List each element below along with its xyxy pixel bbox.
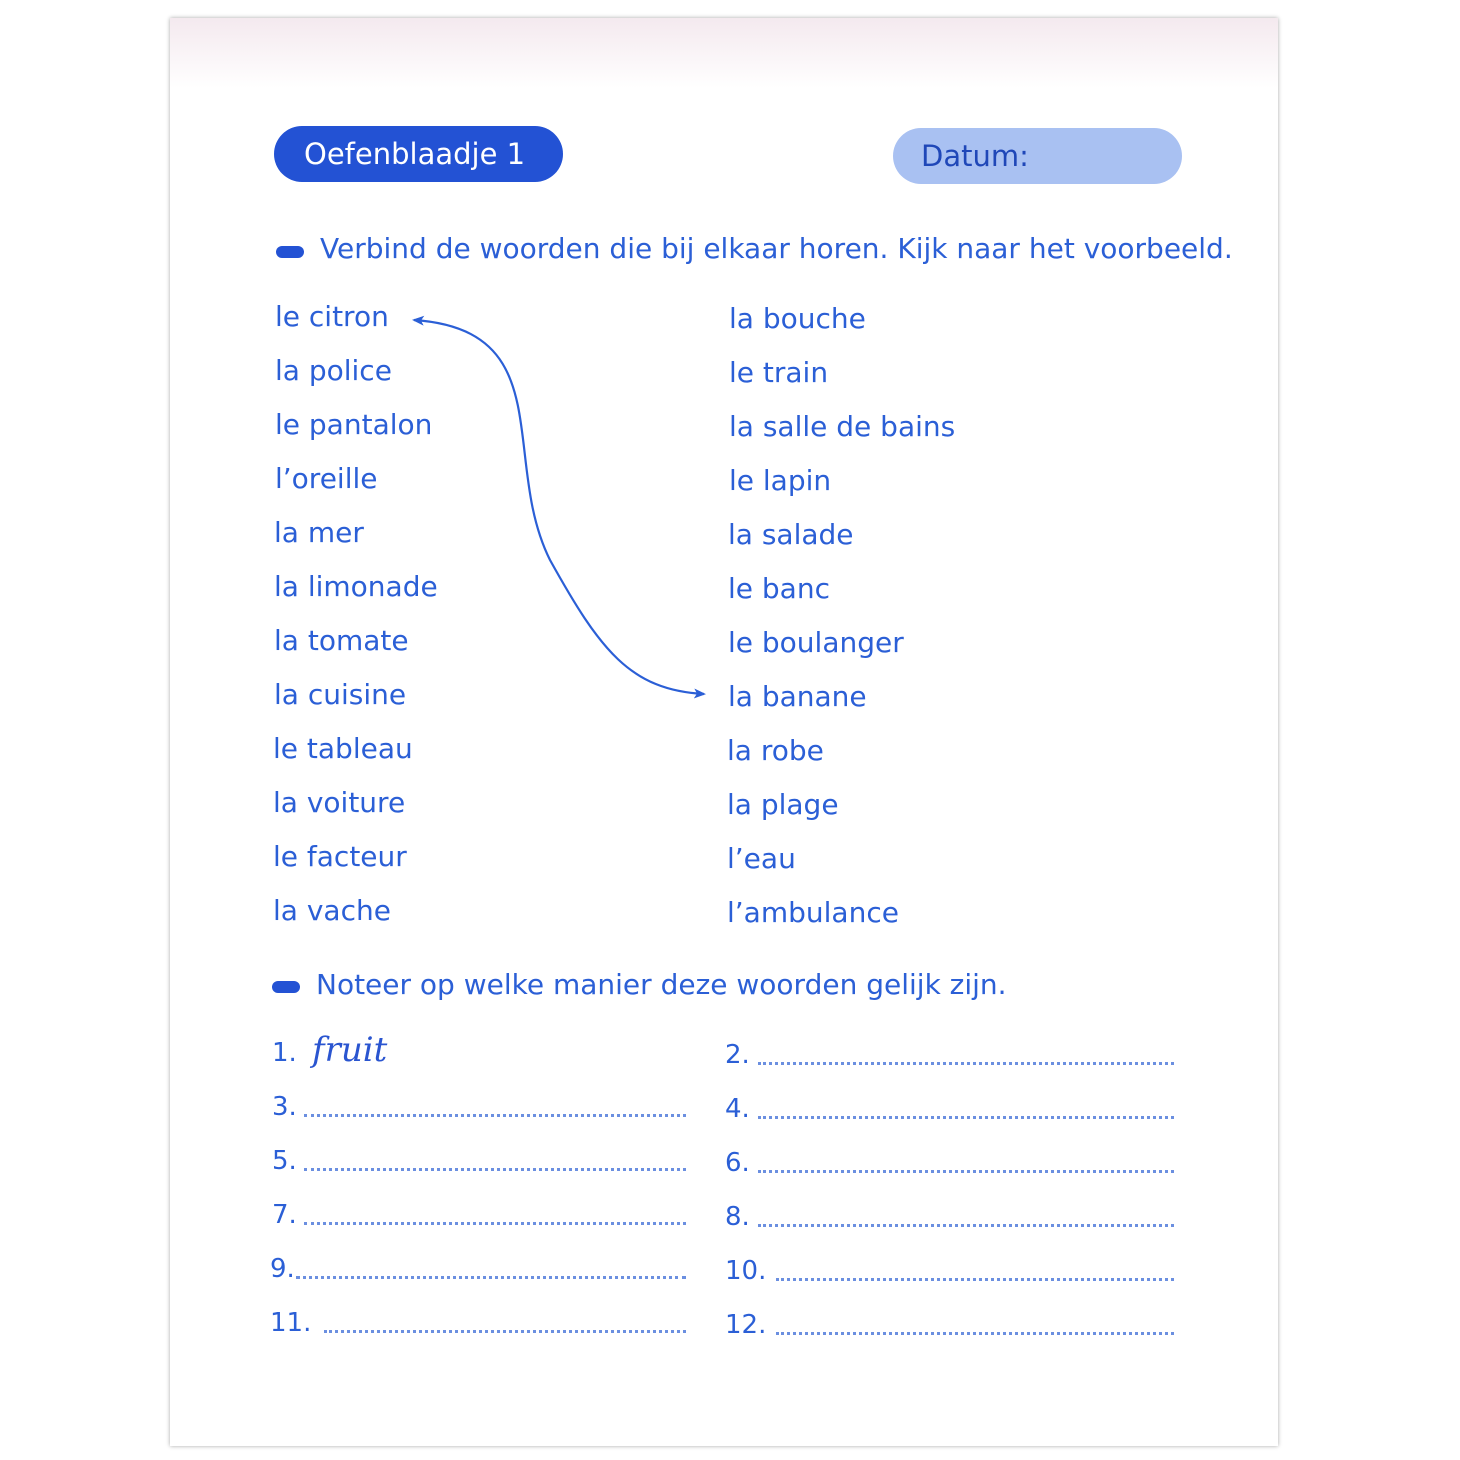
left-word: le tableau — [273, 732, 413, 765]
answer-1-handwriting: fruit — [312, 1030, 388, 1070]
right-word: l’eau — [727, 842, 796, 875]
left-word: l’oreille — [275, 462, 378, 495]
left-word: la tomate — [274, 624, 409, 657]
answer-number: 2. — [725, 1040, 750, 1070]
left-word: la police — [275, 354, 392, 387]
right-word: la robe — [727, 734, 824, 767]
right-word: le banc — [728, 572, 830, 605]
right-word: la salade — [728, 518, 854, 551]
answer-line-8[interactable] — [758, 1224, 1174, 1227]
left-word: la mer — [274, 516, 364, 549]
left-word: la cuisine — [274, 678, 407, 711]
instruction-bullet-2 — [272, 981, 300, 993]
right-word: le train — [729, 356, 829, 389]
date-field[interactable]: Datum: — [893, 128, 1182, 184]
right-word: la plage — [727, 788, 839, 821]
answer-line-2[interactable] — [758, 1062, 1174, 1065]
answer-number: 8. — [725, 1202, 750, 1232]
answer-line-10[interactable] — [776, 1278, 1174, 1281]
right-word: l’ambulance — [727, 896, 899, 929]
answer-number: 7. — [272, 1200, 297, 1230]
answer-line-6[interactable] — [758, 1170, 1174, 1173]
left-word: le citron — [275, 300, 389, 333]
left-word: la limonade — [274, 570, 438, 603]
answer-line-12[interactable] — [776, 1332, 1174, 1335]
instruction-2: Noteer op welke manier deze woorden gelijk zijn. — [316, 968, 1007, 1001]
left-word: le facteur — [273, 840, 407, 873]
answer-line-11[interactable] — [324, 1330, 686, 1333]
left-word: la vache — [273, 894, 391, 927]
right-word: la salle de bains — [729, 410, 956, 443]
worksheet-title: Oefenblaadje 1 — [274, 126, 563, 182]
answer-number: 12. — [725, 1310, 767, 1340]
answer-line-4[interactable] — [758, 1116, 1174, 1119]
answer-line-3[interactable] — [304, 1114, 686, 1117]
right-word: la bouche — [729, 302, 866, 335]
answer-number: 5. — [272, 1146, 297, 1176]
answer-number: 1. — [272, 1038, 297, 1068]
answer-number: 10. — [725, 1256, 767, 1286]
left-word: le pantalon — [275, 408, 433, 441]
answer-number: 6. — [725, 1148, 750, 1178]
right-word: le boulanger — [728, 626, 904, 659]
answer-line-7[interactable] — [304, 1222, 686, 1225]
answer-number: 9. — [270, 1254, 295, 1284]
answer-number: 4. — [725, 1094, 750, 1124]
answer-line-9[interactable] — [296, 1276, 686, 1279]
answer-number: 3. — [272, 1092, 297, 1122]
answer-number: 11. — [270, 1308, 312, 1338]
right-word: le lapin — [729, 464, 832, 497]
right-word: la banane — [728, 680, 867, 713]
left-word: la voiture — [273, 786, 406, 819]
answer-line-5[interactable] — [304, 1168, 686, 1171]
instruction-1: Verbind de woorden die bij elkaar horen. Kijk naar het voorbeeld. — [320, 232, 1233, 265]
